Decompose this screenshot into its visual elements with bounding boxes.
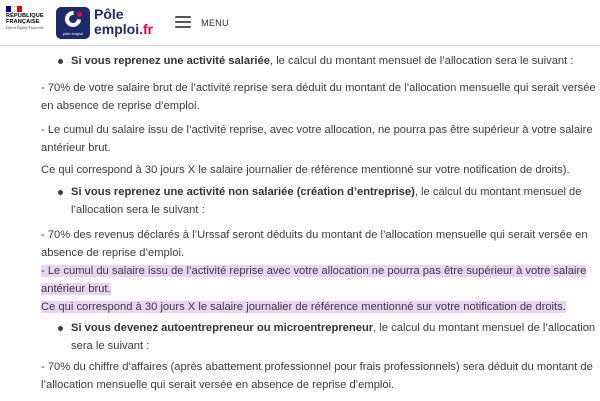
site-header: [0, 0, 600, 46]
paragraph: - 70% du chiffre d’affaires (après abattement professionnel pour frais professionnels) sera déduit du montant de l’allocation mensuelle qui serait versée en absence de reprise d’emploi.: [41, 361, 593, 391]
list-item-autoentrepreneur: Si vous devenez autoentrepreneur ou microentrepreneur, le calcul du montant mensuel de l’allocation sera le suivant :: [71, 319, 599, 355]
brand-tld: .fr: [139, 21, 154, 37]
paragraph: - Le cumul du salaire issu de l’activité reprise, avec votre allocation, ne pourra pas être supérieur à votre salaire antérieur brut.: [41, 124, 593, 154]
article-content: [0, 46, 600, 401]
rf-motto: Liberté Égalité Fraternité: [6, 26, 44, 30]
list-item-salariee: Si vous reprenez une activité salariée, le calcul du montant mensuel de l’allocation sera le suivant :: [71, 52, 599, 70]
hamburger-menu-icon[interactable]: [175, 16, 191, 28]
menu-button[interactable]: MENU: [201, 18, 229, 28]
highlight: Ce qui correspond à 30 jours X le salaire journalier de référence mentionné sur votre notification de droits.: [41, 301, 566, 313]
bullet-bold: Si vous reprenez une activité non salariée (création d’entreprise): [71, 186, 415, 198]
republique-francaise-logo[interactable]: [6, 6, 50, 42]
pole-emploi-logo-icon[interactable]: [56, 7, 90, 39]
pole-emploi-wordmark[interactable]: [94, 7, 154, 37]
bullet-bold: Si vous devenez autoentrepreneur ou microentrepreneur: [71, 322, 374, 334]
list-item-non-salariee: Si vous reprenez une activité non salariée (création d’entreprise), le calcul du montant mensuel de l’allocation sera le suivant :: [71, 183, 599, 219]
badge-text: pôle emploi: [62, 31, 84, 36]
brand-line2: emploi: [94, 21, 140, 37]
brand-line1: Pôle: [94, 6, 124, 22]
highlight: - Le cumul du salaire issu de l’activité reprise avec votre allocation ne pourra pas être supérieur à votre salaire antérieur brut.: [41, 265, 587, 295]
paragraph: Ce qui correspond à 30 jours X le salaire journalier de référence mentionné sur votre notification de droits).: [41, 164, 570, 176]
french-flag-icon: [6, 6, 22, 12]
rf-title: RÉPUBLIQUE FRANÇAISE: [6, 13, 44, 25]
paragraph: - 70% de votre salaire brut de l’activité reprise sera déduit du montant de l’allocation mensuelle qui serait versée en absence de reprise d’emploi.: [41, 82, 596, 112]
highlighted-paragraph: [41, 262, 597, 316]
paragraph: - 70% des revenus déclarés à l’Urssaf seront déduits du montant de l’allocation mensuelle qui serait versée en absence de reprise d’emploi.: [41, 229, 588, 259]
bullet-bold: Si vous reprenez une activité salariée: [71, 55, 270, 67]
